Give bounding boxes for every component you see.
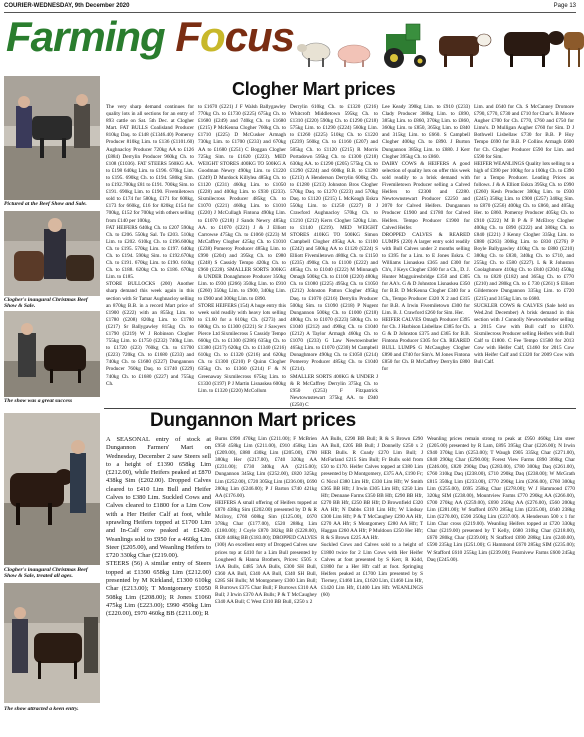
clogher-column-4 xyxy=(382,104,470,404)
dungannon-column-3 xyxy=(321,436,423,736)
clogher-column-1 xyxy=(106,104,194,404)
masthead xyxy=(4,14,580,74)
clogher-text: Lee Keady 390kg Lim. to £910 (£233) Clady Producer 380kg Lim. to £890, 385kg Lim. to £860, 370kg Lim. to £860, 360kg Lim. to £850, 365kg Lim. to £840 and 315kg Lim. to £660. S Campbell Clogher 400kg Ch. to £890. J Burton Dungannon 385kg Lim. to £880. J Kerr Clogher 395kg Ch. to £860. xyxy=(382,104,470,160)
clogher-text: The very sharp demand continues for quality lots in all sections for an entry of 893 cattle on Sat. 5th Dec. at Clogher Mart. FAT BULLS Coalisland Producer 810kg Daq. to £148 (£1346.40) Pomeroy Producer 810kg Lim. to £136 (£1101.60) Aughnacloy Producer 720kg AA to £126 (£884) Derrylin Producer 960kg Ch. to £108 (£1036). FAT STEERS 560KG AA. to £198 640kg Lim. to £196. 670kg Lim. to £195. 690kg Ch. to £194. 580kg Sim. to £192.700kg £81 to £191. 700kg Sim. to £191. 690kg Lim. to £190. Fivemiletown sold to £174 for 580kg, £171 for 608kg, £173 for 660kg, £16 for 820kg £154 for 700kg, £152 for 700kg with others selling from £140 per 100kg. xyxy=(106,104,194,224)
dungannon-text: Weanling prices remain strong to peak at £950 460kg Lim steer (£205.00) presented by R Lam, £895 395kg Char (£226.00); N Irwin £940 370kg Lim (£253.00); T Waugh £905 335kg Char (£271.00), £840 290kg Char (£290.00); Forest View Farms £890 360kg Char (£246.00), £820 290kg Daq (£283.00), £780 300kg Daq (£261.00), £760 310kg Daq (£238.00), £710 290kg Daq (£238.00); W McGrath £815 350kg Lim (£233.00), £770 290kg Lim (£266.00), £760 300kg Lim (£255.00), £695 250kg Char (£278.00); W J Hammond £770 320kg SIM (£238.00), Mountview Farms £770 290kg AA (£266.00), £700 270kg AA (£259.00), £690 250kg AA (£276.00), £560 200kg Lim (£281.00); W Stafford £670 285kg Lim (£235.00), £640 238kg Lim (£270.00), £590 250kg Lim (£237.00). A Henderson 500 x 1 for Lim Char cross (£219.00). Weanling Heifers topped at £720 330kg Char (£219.00) presented by T Kelly, £680 310kg Char (£218.00), £670 280kg Char (£239.00); N Stafford £690 288kg Lim (£240.00), £590 235kg Lim (£251.00); G Hammond £670 285kg SIM (£235.00); W Stafford £610 255kg Lim (£239.00); Fearnivew Farms £600 245kg Daq (£245.00). xyxy=(427,436,575,563)
masthead-word-farming: Farming xyxy=(6,13,165,60)
dungannon-text: Suckled Cows and Calves sold to a height of £1800 twice for 2 Lim Cows with Her Heifer Calves at foot presented by S Kerr, R Kidd, £1800 for a Her Hfr calf at foot. Springing Heifers peaked at £1700 Lim presented by S Tierney, £1460 Lim, £1620 Lim, £1460 Lim Hfr, £1420 Lim Hfr, £1400 Lim Hfr. WEANLINGS (60) xyxy=(321,542,423,599)
clogher-text: Derrylin 610kg Ch. to £1320 (£216) Whitcroft Middletown 595kg Ch. to £1310 (£220) 590kg Ch. to £1290 (£218) 575kg Lim. to £1290 (£224) 560kg Lim. to £1260 (£225) 510kg Ch. to £1220 (£239) 560kg Ch. to £1160 (£207) and 505kg Ch. to £1120 (£215) R Morris Portadown 595kg Ch. to £1300 (£218) 630kg AA. to £1290 (£205) 575kg Ch. to £1290 (£224) and 600kg B.B. to £1280 (£213) A Henderson Derrylin 600kg Ch. to £1280 (£213) Johnston Bros Clogher 570kg Daq. to £1270 (£223) and 570kg Daq. to £1120 (£215) L McKeagh Eskra 550kg Lim. to £1250 (£227) B J Crawford Aughnacloy 570kg Ch. to £1210 (£212) Kerrs Clogher 520kg Lim. to £1140 (£219). MED WEIGHT STORES 410KG TO 500KG Simon Campbell Clogher 495kg AA. to £1100 (£242) and 500kg AA to £1120 (£224) S Elliott Fivemiletown 480kg Ch. to £1150 (£235) 490kg Ch. to £1100 (£222) and 485kg Ch. to £1040 (£222) M Minnaugh Omagh 500kg Ch. to £1100 (£220) 480kg Ch. to £1080 (£225) 495kg Ch. to £1050 (£212) Johnston Patton Clogher 495kg Daq. to £1070 (£216) Derrylin Producer 500kg Sim. to £1090 (£218) P Nugent Dungannon 500kg Ch. to £1000 (£218) 480kg Ch. to £1070 (£223) 500kg Ch. to £1040 (£212) and 490kg Ch. to £1040 (£212) A Taylor Armagh 460kg Ch. to £1070 (£233) G Law Newtownbutler 465kg Lim. to £1070 (£230) M Campbell Donaghmore 490kg Ch. to £1050 (£214) Pomeroy Producer 485kg Ch. to £1040 (£214). xyxy=(290,104,378,373)
clogher-column-2 xyxy=(198,104,286,404)
livestock-banner-image xyxy=(294,14,584,72)
clogher-column-3 xyxy=(290,104,378,408)
page-number: Page 13 xyxy=(553,3,576,9)
clogher-text: HEIFER WEANLINGS Quality lots selling to a high of £390 per 100kg for a 100kg Ch. to £390 for a Tempo Producer. Leading Prices as follows. J & A Elliott Eskra 395kg Ch. to £990 (£260) Kesh Producer 380kg Lim. to £930 (£245) 350kg Lim. to £900 (£257) 340kg Sim. to £870 (£256) 400kg Ch. to £860, and 405kg Her. to £860. Pomeroy Producer 405kg Ch. to £910 (£222) M B P & F McElroy Clogher 400kg Ch. to £890 (£222) and 380kg Ch. to £840 (£221) J Kenny Clogher 335kg Lim. to £880 (£263) 300kg Lim. to £830 (£276) P Boyle Ballygawley 410kg Ch. to £880 (£210) 380kg Ch. to £830, 340kg Ch. to £710, and 255kg Ch. to £580 (£227). L & R Johnston Coolaghmore 410kg Ch. to £840 (£204) 450kg Ch. to £820 (£182) and 365kg Ch. to £770 (£210) and 280kg Ch. to £ 730 (£261) S Elliott Gildermore Dungannon 335kg Lim. to £720 (£215) and 315kg Lim. to £680. xyxy=(474,160,574,302)
photo-caption: The show attracted a keen entry. xyxy=(4,706,79,712)
clogher-text: STORE BULLOCKS (200) Another sharp demand this week again in this section with Sr Tamar Aughnacloy selling an 870kg B.B. in a record Mart price of £1900 (£222) with an 855kg Lim. to £1780 (£208) 820kg Lim. to £1780 (£217) Sr Ballygawley 815kg Ch. to £1790 (£219) W J Robinson Clogher 755kg Lim. to £1750 (£232) 740kg Lim. to £1720 (£23) 760kg Ch. to £1700 (£223) 720kg Ch. to £1680 (£233) and 740kg Ch. to £1680 (£227) Dungannon Producer 760kg Daq. to £1740 (£229) 740kg Ch. to £1680 (£227) and 755kg Ch. xyxy=(106,281,194,387)
clogher-text: Lim. and £640 for Ch. S McCanney Dromore £790, £770, £730 and £710 for Char's. B Moore Augher £700 for Ch. £770, £760 and £750 for Limo's. D Mulligan Augher £760 for Sim. D J Bothwell Lisbellaw £730 for B.B. P Hoy Tempo £690 for B.B. P Collins Armagh £600 for Ch. Clogher Producer £590 for Lim. and £590 for Sim. xyxy=(474,104,574,160)
dungannon-text: STEERS (56) A similar entry of Steers topped at £1390 658kg Lim (£212.00) presented by M Kirkland, £1300 610kg Char (£213.00); T Montgomery £1050 508kg Lim (£208.00); R Jones £1060 475kg Lim (£223.00); £990 450kg Lim (£220.00), £970 460kg BB (£211.00); R xyxy=(106,560,211,618)
dungannon-text: Burns £990 470kg Lim (£211.00); F McBrien £950 458kg Lim (£211.00), £910 450kg Lim (£209.00), £880 430kg Lim (£205.00), £780 380kg Her (£217.00), £740 320kg AA (£231.00); £730 340kg AA (£215.00); Dungannon 345kg Lim (£252.00), £820 325kg Lim (£252.00), £720 305kg Lim (£236.00), £690 280kg Lim (£246.00); P J Barton £740 421kg AA (£176.00). xyxy=(215,436,318,499)
photo-caption: The show was a great success xyxy=(4,398,73,404)
clogher-text: HEIFER CALVES Omagh Producer £395 for Ch. J Harbison Lisbellaw £385 for Ch. G & D Johnston £375 and £365 for B.B. Fintona Producer £305 for Ch. REARED BULL LUMPS G McCaughey Clogher £890 and £740 for Sim's. M Jones Fintona £850 for Ch. B McCaffrey Derrylin £800 for xyxy=(382,316,470,373)
section-divider xyxy=(104,408,576,409)
clogher-mart-headline: Clogher Mart prices xyxy=(232,79,396,99)
dungannon-column-1 xyxy=(106,436,211,736)
clogher-text: DROPPED CALVES & REARED LUMPS (220) A larger entry sold readily with Bull Calves under 2 months selling to £395 for a Lim. to E Jones Eskra. C Williams Lisnaskea £365 and £300 for Ch's, J Keys Clogher £360 for a Ch., D. J. Hunter Magguiresbridge £350 and £305 for AA's. G & D Johnston Lisnaskea £350 for B.B. D McKenna Clogher £340 for a Ch., Tempo Producer £320 X 2 and £315 for B.B. A Irwin Fivemiletown £300 for Lim. B. J. Crawford £260 for Sim. Her. xyxy=(382,231,470,316)
photo-inaugural-christmas-show xyxy=(4,211,100,296)
page-header xyxy=(4,2,576,13)
clogher-text: to £1670 (£221) J F Walsh Ballygawley 770kg Ch. to £1730 (£225) 675kg Ch. to £1680 (£249) and 740kg Ch. to £1680 (£215) P McKenna Clogher 760kg Ch. to £1710 (£225) D McCusker Armagh 730kg Lim. to £1700 (£233) and 670kg AA to £1680 (£251) C Boggan Clogher 725kg Sim. to £1620 (£223). MED WEIGHT STORES 400KG TO 500KG A Goodman Newry 490kg Lim. to £1220 (£249) D Murdock Killylea 485kg Ch. to £1120 (£231) 460kg Lim. to £1050 (£228) and 400kg Lim. to £930 (£233). Sixmilecross Producer 485kg Ch. to £1070 (£221) 460kg Lim. to £1010 (£220) J McCullagh Fintona 490kg Lim. to £1070 (£218) J Sands Newry 485kg AA. to £1070 (£221) J & J Elliott Carrowse 475kg Ch. to £1060 (£223) M McCaffrey Clogher 425kg Ch. to £1010 (£238) Pomeroy Producer 485kg Lim. to £990 (£204) and 395kg Ch. to £980 (£248) S Cassidy Tempo 420kg Ch. to £960 (£228). SMALLER SORTS 300KG & UNDER Donaghmore Producer 350kg Lim. to £930 (£266) 350kg Lim. to £910 (£260) 350kg Lim. to £900, 340kg Lim. to £900 and 300kg Lim. to £890. xyxy=(198,104,286,302)
dungannon-mart-headline: Dungannon Mart prices xyxy=(150,410,356,431)
clogher-text: SUCKLER COWS & CALVES (Sale held on Wed.2nd December) A brisk demand in this section with J Connolly Newtownbutler selling a 2015 Cow with Bull calf to £1870. Sixmilecross Producer selling Heifers with Bull Calf to £1800. C Fee Tempo £1580 for 2013 Cow with Heifer Calf, £1460 for 2015 Cow with Heifer Calf and £1320 for 2009 Cow with Bull Calf. xyxy=(474,302,574,366)
photo-beef-show-sale xyxy=(4,76,100,200)
masthead-word-focus: Focus xyxy=(175,13,295,60)
dungannon-text: AA Bulls, £290 BB Bull; R & S Brown £290 AA Bull, £205 BB Bull; J Donnelly £250 x 2 HER Bulls. R Coady £270 Lim Bull; J McFarland £215 Sim Bull; Fr Bulls sold from £50 to £170. Heifer Calves topped at £380 Lim presented by D Montgomery, £375 AA, £190 Fr; G Nicol £380 Lim Hfr, £330 Lim Hfr; W Smith £365 BB Hfr; J Irwin £305 Lim Hfr, £250 Lim Hfr; Dennane Farms £350 BB Hfr, £290 BB Hfr, £270 BB Hfr, £250 BB Hfr; D Brownfield £320 AA Hfr; N Dabbs £310 Lim Hfr; W Lindsay £300 Lim Hfr; P & T McCaughey £290 AA Hfr, £270 AA Hfr; S Montgomery £280 AA Hfr; T Haggan £260 AA Hfr; P Muldoon £250 Her Hfr; R & S Brown £225 AA Hfr. xyxy=(321,436,423,542)
photo-show-success xyxy=(4,311,100,397)
dungannon-text: HEIFERS A small offering of Heifers topped at £870 438kg Sim (£202.00) presented by D & R Mcilroy, £760 608kg Sim (£125.00), £670 378kg Char (£177.00), £520 288kg Lim (£180.00); J Coyle £870 382kg BB (£228.00), £820 448kg BB (£183.00); DROPPED CALVES (100) An excellent entry of Dropped Calves saw prices top at £410 for a Lim Bull presented by Lougheed & Hanna Brothers, Prices: £505 x 1AA Bulls, £485 3AA Bulls, £300 SH Bull, £360 AA Bull, £340 AA Bull, £340 SH Bull, £285 SH Bulls; M Montgomery £300 Lim Bull; R Burrows £375 Char Bull; F Burrows £310 AA Bull; J Irwin £370 AA Bulls; P & T McCaughey £340 AA Bull; C West £310 BB Bull, £250 x 2 xyxy=(215,499,317,606)
clogher-column-5 xyxy=(474,104,574,404)
dungannon-column-4 xyxy=(427,436,575,736)
masthead-title xyxy=(6,13,295,60)
photo-keen-entry xyxy=(4,583,100,703)
clogher-text: STORE HEIFERS (154) A huge entry this week sold readily with heavy lots selling to £1.60 for a 610kg Ch. (£273) and 600kg Ch. to £1300 (£221) Sr J Sawyers Pierce Ltd Sixmilecross 5 Cassidy Tempo 660kg Ch. to £1300 (£286) 635kg Ch. to £1380 (£217) 620kg Ch. to £1340 (£216) 610kg Ch. to £1320 (£216) and 620kg Ch. to £1300 (£210) P Quinn Clogher 635kg Ch. to £1360 (£214) F & N Greenaway Sixmilecross 675kg Lim. to £1330 (£197) P J Martin Lisnaskea 600kg Lim. to £1320 (£220) McCollum xyxy=(198,302,286,394)
clogher-text: SMALLER SORTS 400KG & UNDER J & R McCaffrey Derrylin 375kg Ch. to £950 (£253) F Fitzpatrick Newtownstewart 375kg AA. to £940 (£250) C xyxy=(290,373,378,408)
dungannon-column-2 xyxy=(215,436,317,736)
photo-caption: Clogher's inaugural Christmas Beef Show & Sale, treated all ages. xyxy=(4,567,88,580)
clogher-text: DAIRY COWS & HEIFERS A good selection of quality lots on offer this week sold readily to a brisk demand with Fivemiletown Producer selling a Calved Heifers to £2300 and £2280. Newtownstewart Producer £2250 and 2070 for Calved Heifers. Dungannon Producer £1900 and £1780 for Calved Heifers. Tempo Producer £1900 for Calved Heifer. xyxy=(382,160,470,231)
photo-steer-treated xyxy=(4,413,100,565)
publication-date: COURIER-WEDNESDAY, 9th December 2020 xyxy=(4,3,130,9)
photo-caption: Pictured at the Beef Show and Sale. xyxy=(4,201,87,207)
photo-caption: Clogher's inaugural Christmas Beef Show & Sale. xyxy=(4,297,88,310)
clogher-text: FAT HEIFERS 640kg Ch. to £207 590kg Ch. to £206. 550kg Sal. To £203. 510kg Lim. to £202. 610kg Ch. to £196.600kg Ch. to £195. 570kg Lim. to £197. 640kg Ch. to £194. 590kg Sim. to £192.670kg Ch. to £191. 670kg Lim. to £190. 610kg Ch. to £188. 620kg Ch. to £186. 670kg Lim. to £185. xyxy=(106,224,194,281)
dungannon-text: A SEASONAL entry of stock at Dungannon Farmers' Mart on Wednesday, December 2 saw Steers sell to a height of £1390 658kg Lim (£212.00), while Heifers peaked at £870 438kg Sim (£202.00). Dropped Calves cleared to £410 Lim Bull and Heifer Calves to £380 Lim. Suckled Cows and Calves cleared to £1800 for a Lim Cow with a Her Heifer Calf at foot, while sprawling Heifers topped at £1700 Lim and In-Calf cow peaked at £1420. Weanlings sold to £950 for a 460kg Lim Steer (£205.00), and Weanling Heifers to £720 330kg Char (£219.00). xyxy=(106,436,211,560)
